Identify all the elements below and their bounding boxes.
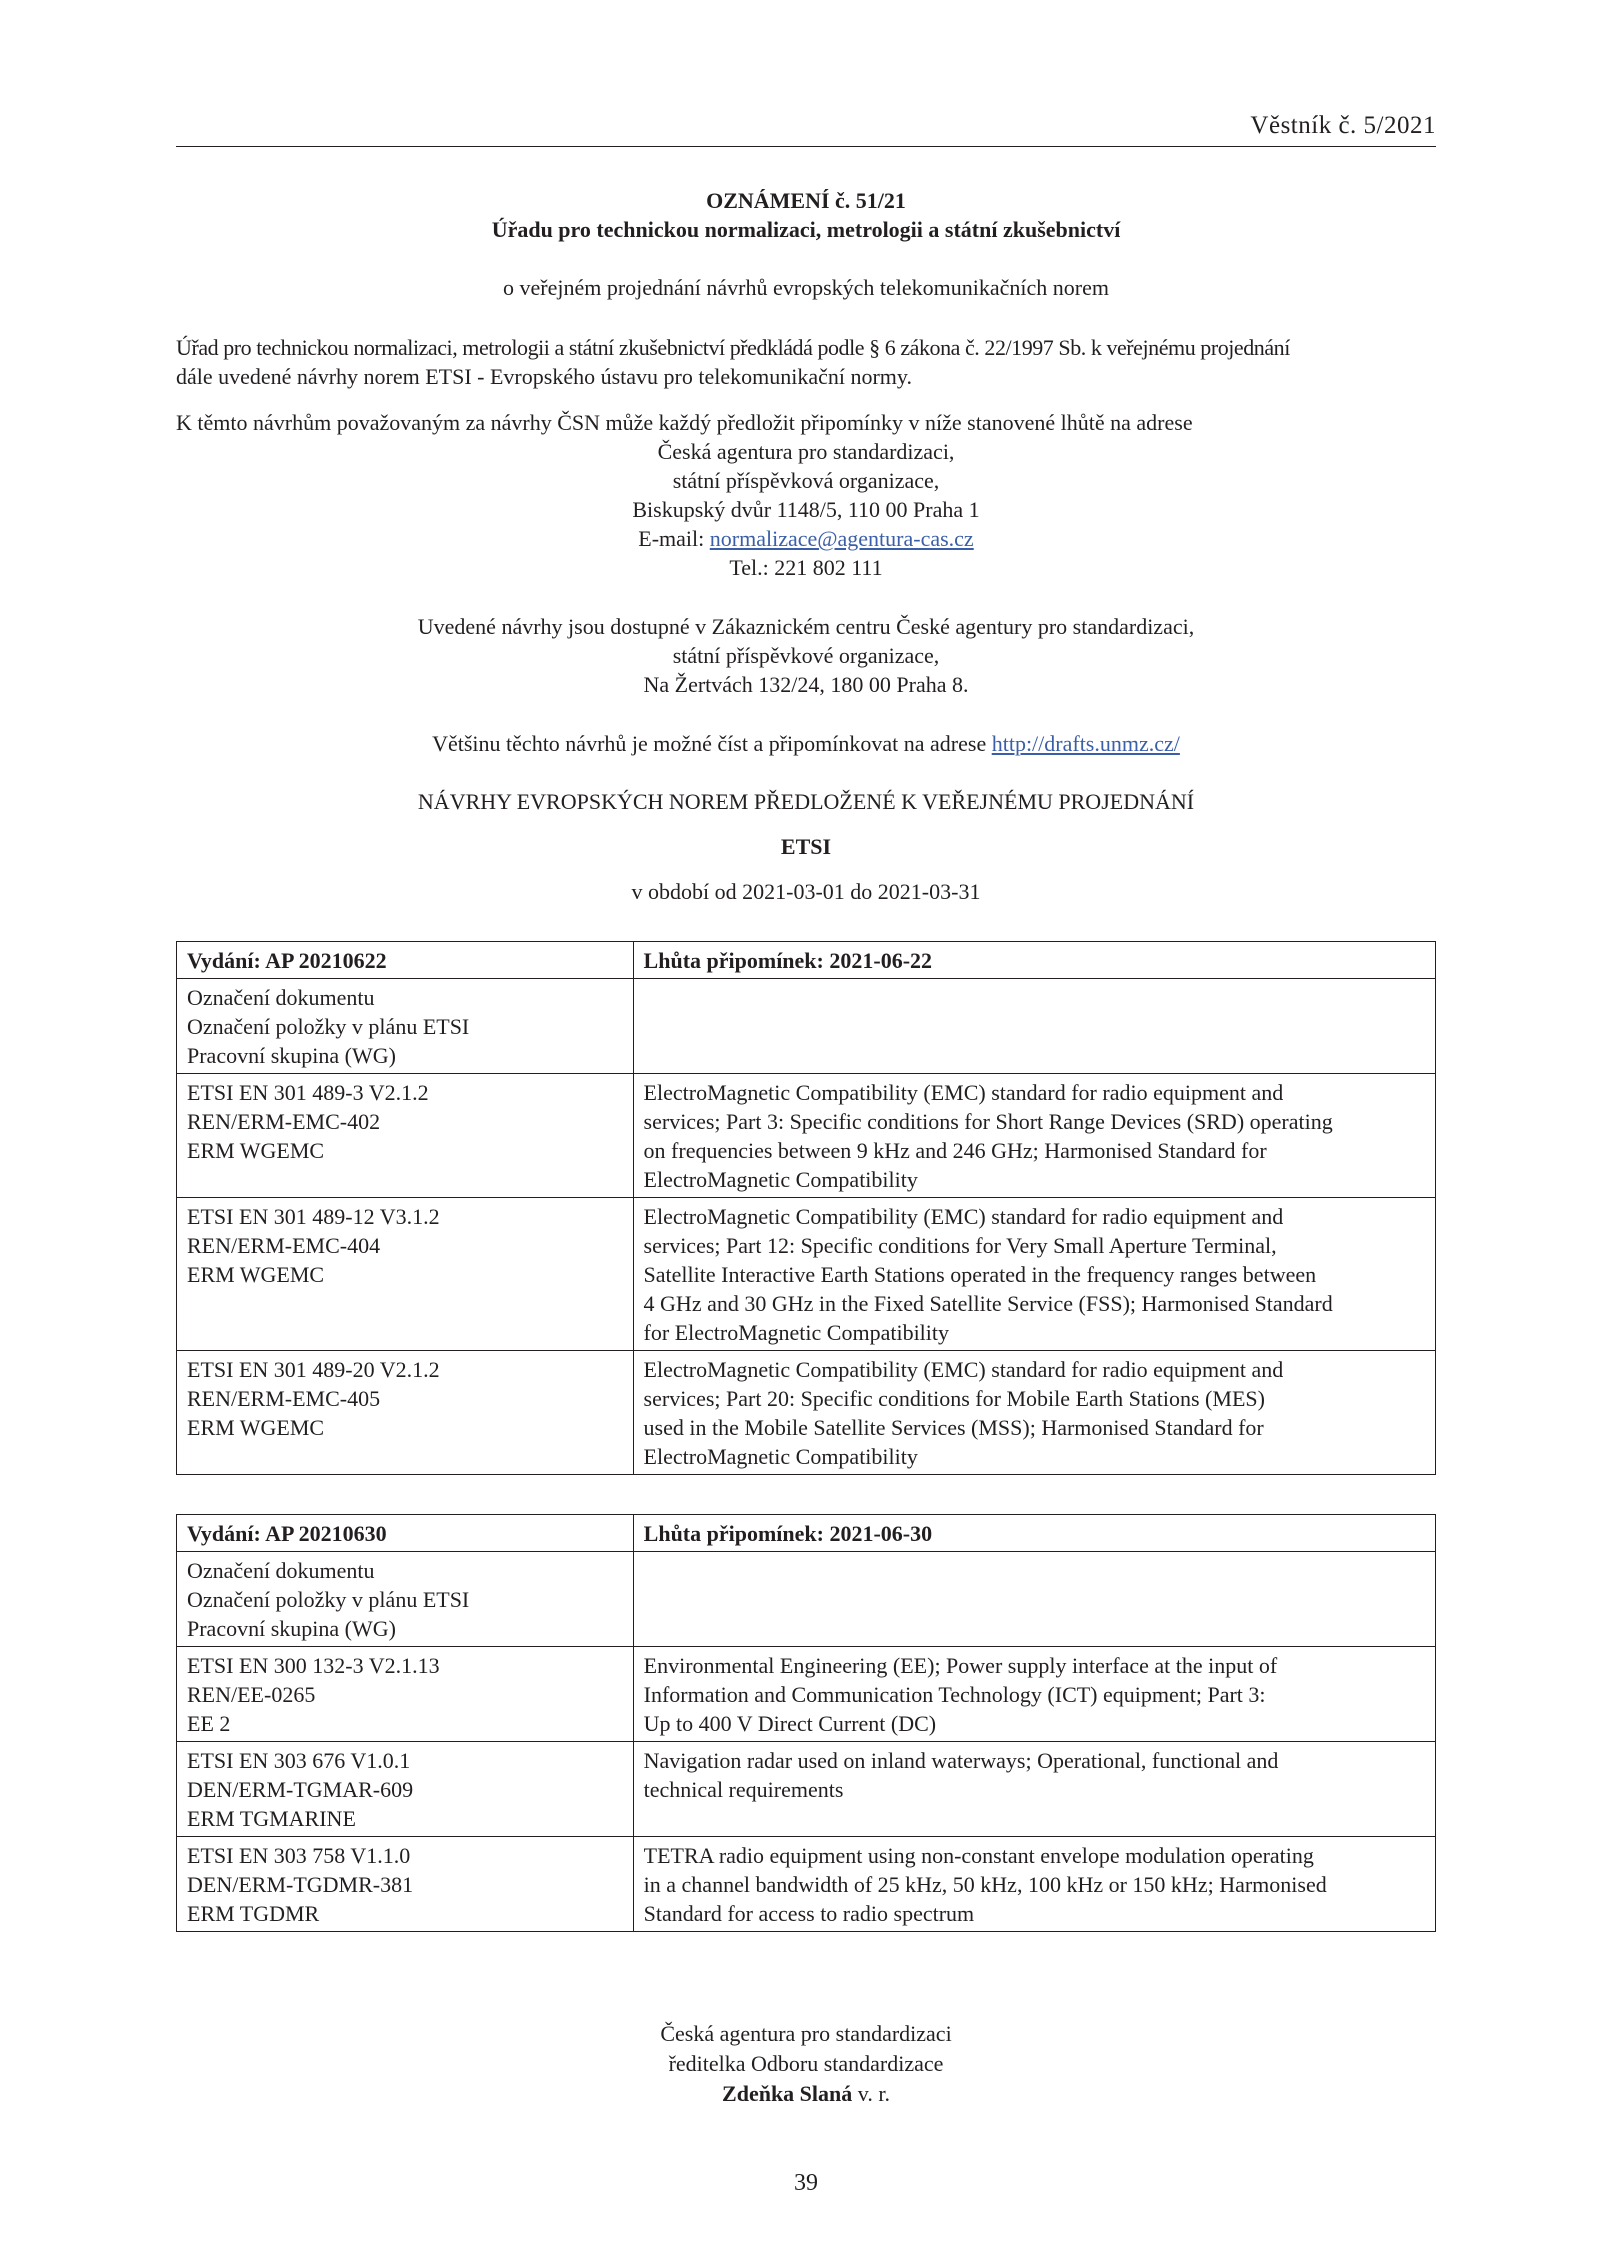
desc-line: for ElectroMagnetic Compatibility [643,1320,950,1345]
working-group: ERM WGEMC [187,1415,325,1440]
legend-empty-cell [633,979,1435,1074]
work-item: REN/ERM-EMC-402 [187,1109,381,1134]
standard-number: ETSI EN 301 489-20 V2.1.2 [187,1357,440,1382]
desc-line: ElectroMagnetic Compatibility (EMC) standard for radio equipment and [643,1357,1284,1382]
standard-id-cell [177,1742,634,1837]
availability-line-3: Na Žertvách 132/24, 180 00 Praha 8. [643,672,969,697]
desc-line: technical requirements [643,1777,844,1802]
availability-line-2: státní příspěvkové organizace, [672,643,940,668]
table-header-row [177,942,1436,979]
legend-empty-cell [633,1552,1435,1647]
desc-line: services; Part 20: Specific conditions for Mobile Earth Stations (MES) [643,1386,1265,1411]
table-row [177,1198,1436,1351]
standards-table-1 [176,941,1436,1475]
standard-desc-cell [633,1198,1435,1351]
desc-line: Up to 400 V Direct Current (DC) [643,1711,937,1736]
email-link[interactable]: normalizace@agentura-cas.cz [709,526,974,551]
working-group: ERM WGEMC [187,1138,325,1163]
page-number: 39 [794,2170,818,2196]
work-item: REN/ERM-EMC-405 [187,1386,381,1411]
address-line-1: Česká agentura pro standardizaci, [657,439,955,464]
standard-id-cell [177,1074,634,1198]
comments-intro: K těmto návrhům považovaným za návrhy ČSN může každý předložit připomínky v níže stanovené lhůtě na adrese [176,410,1193,435]
table-row [177,1074,1436,1198]
signature-org: Česká agentura pro standardizaci [660,2021,952,2046]
signature-name: Zdeňka Slaná [722,2081,853,2106]
bulletin-header: Věstník č. 5/2021 [1250,112,1436,139]
desc-line: ElectroMagnetic Compatibility [643,1167,918,1192]
standard-number: ETSI EN 300 132-3 V2.1.13 [187,1653,440,1678]
table-header-row [177,1515,1436,1552]
standard-number: ETSI EN 301 489-3 V2.1.2 [187,1080,429,1105]
desc-line: Navigation radar used on inland waterways; Operational, functional and [643,1748,1279,1773]
deadline-cell: Lhůta připomínek: 2021-06-22 [633,942,1435,979]
notice-subject: o veřejném projednání návrhů evropských telekomunikačních norem [502,275,1110,300]
working-group: ERM WGEMC [187,1262,325,1287]
standard-id-cell [177,1647,634,1742]
standard-number: ETSI EN 303 676 V1.0.1 [187,1748,411,1773]
address-line-2: státní příspěvková organizace, [672,468,940,493]
work-item: REN/ERM-EMC-404 [187,1233,381,1258]
desc-line: ElectroMagnetic Compatibility (EMC) standard for radio equipment and [643,1080,1284,1105]
standards-table-2 [176,1514,1436,1932]
period: v období od 2021-03-01 do 2021-03-31 [631,879,981,904]
desc-line: Standard for access to radio spectrum [643,1901,975,1926]
signature-role: ředitelka Odboru standardizace [668,2051,944,2076]
desc-line: on frequencies between 9 kHz and 246 GHz; Harmonised Standard for [643,1138,1267,1163]
desc-line: services; Part 3: Specific conditions for Short Range Devices (SRD) operating [643,1109,1333,1134]
email-label: E-mail: [638,526,710,551]
desc-line: used in the Mobile Satellite Services (MSS); Harmonised Standard for [643,1415,1264,1440]
working-group: ERM TGDMR [187,1901,320,1926]
header-rule [176,146,1436,147]
work-item: DEN/ERM-TGDMR-381 [187,1872,414,1897]
standard-desc-cell [633,1351,1435,1475]
work-item: REN/EE-0265 [187,1682,316,1707]
desc-line: in a channel bandwidth of 25 kHz, 50 kHz, 100 kHz or 150 kHz; Harmonised [643,1872,1327,1897]
desc-line: TETRA radio equipment using non-constant envelope modulation operating [643,1843,1314,1868]
standard-id-cell [177,1351,634,1475]
online-line [176,729,1436,758]
drafts-link[interactable]: http://drafts.unmz.cz/ [991,731,1180,756]
online-text: Většinu těchto návrhů je možné číst a připomínkovat na adrese [432,731,992,756]
standard-number: ETSI EN 301 489-12 V3.1.2 [187,1204,440,1229]
legend-line: Označení položky v plánu ETSI [187,1587,470,1612]
standard-desc-cell [633,1074,1435,1198]
standard-desc-cell [633,1837,1435,1932]
intro-line-2: dále uvedené návrhy norem ETSI - Evropského ústavu pro telekomunikační normy. [176,364,912,389]
address-email-line [176,524,1436,553]
legend-line: Pracovní skupina (WG) [187,1043,396,1068]
table-row [177,1351,1436,1475]
availability-line-1: Uvedené návrhy jsou dostupné v Zákaznickém centru České agentury pro standardizaci, [417,614,1195,639]
standard-desc-cell [633,1647,1435,1742]
standard-desc-cell [633,1742,1435,1837]
standard-id-cell [177,1198,634,1351]
table-row [177,1837,1436,1932]
desc-line: ElectroMagnetic Compatibility [643,1444,918,1469]
legend-line: Označení položky v plánu ETSI [187,1014,470,1039]
notice-issuer: Úřadu pro technickou normalizaci, metrologii a státní zkušebnictví [491,217,1121,242]
working-group: EE 2 [187,1711,231,1736]
table-legend-row [177,1552,1436,1647]
desc-line: ElectroMagnetic Compatibility (EMC) standard for radio equipment and [643,1204,1284,1229]
desc-line: 4 GHz and 30 GHz in the Fixed Satellite Service (FSS); Harmonised Standard [643,1291,1333,1316]
desc-line: Information and Communication Technology (ICT) equipment; Part 3: [643,1682,1266,1707]
legend-cell [177,979,634,1074]
table-legend-row [177,979,1436,1074]
working-group: ERM TGMARINE [187,1806,356,1831]
table-row [177,1742,1436,1837]
org-name: ETSI [780,834,832,859]
intro-line-1: Úřad pro technickou normalizaci, metrologii a státní zkušebnictví předkládá podle § 6 zákona č. 22/1997 Sb. k veřejnému projednání [176,335,1290,360]
issue-cell: Vydání: AP 20210630 [177,1515,634,1552]
notice-title: OZNÁMENÍ č. 51/21 [706,188,906,213]
deadline-cell: Lhůta připomínek: 2021-06-30 [633,1515,1435,1552]
legend-cell [177,1552,634,1647]
desc-line: Environmental Engineering (EE); Power supply interface at the input of [643,1653,1278,1678]
table-row [177,1647,1436,1742]
address-line-3: Biskupský dvůr 1148/5, 110 00 Praha 1 [632,497,980,522]
standard-id-cell [177,1837,634,1932]
legend-line: Označení dokumentu [187,985,375,1010]
signature-suffix: v. r. [852,2081,890,2106]
address-tel: Tel.: 221 802 111 [729,555,883,580]
work-item: DEN/ERM-TGMAR-609 [187,1777,414,1802]
issue-cell: Vydání: AP 20210622 [177,942,634,979]
signature-block [176,2019,1436,2109]
signature-name-line [176,2079,1436,2109]
legend-line: Pracovní skupina (WG) [187,1616,396,1641]
desc-line: services; Part 12: Specific conditions for Very Small Aperture Terminal, [643,1233,1277,1258]
legend-line: Označení dokumentu [187,1558,375,1583]
section-title: NÁVRHY EVROPSKÝCH NOREM PŘEDLOŽENÉ K VEŘEJNÉMU PROJEDNÁNÍ [417,789,1195,814]
standard-number: ETSI EN 303 758 V1.1.0 [187,1843,411,1868]
desc-line: Satellite Interactive Earth Stations operated in the frequency ranges between [643,1262,1317,1287]
